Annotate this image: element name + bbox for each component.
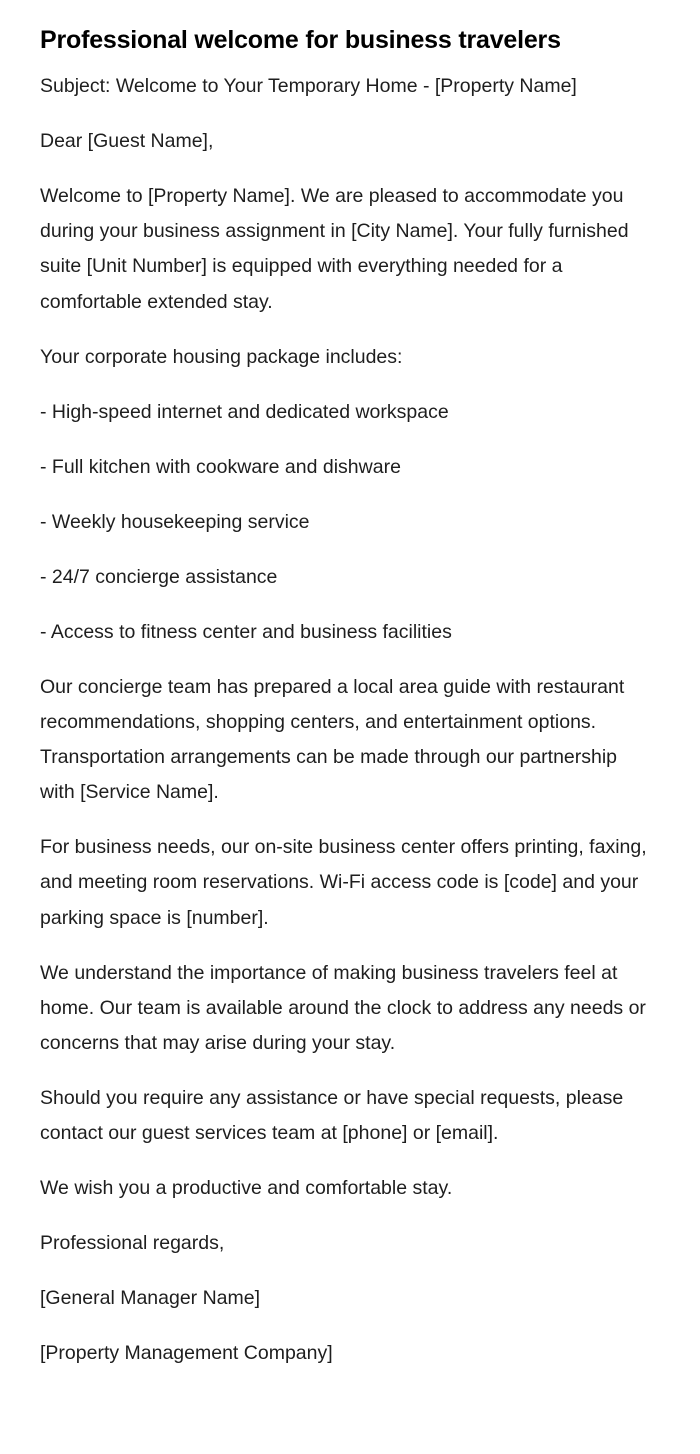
closing: Professional regards, (40, 1232, 225, 1255)
package-heading: Your corporate housing package includes: (40, 345, 403, 368)
wish-paragraph: We wish you a productive and comfortable stay. (40, 1177, 453, 1200)
package-item: - High-speed internet and dedicated workspace (40, 400, 449, 423)
signature-company: [Property Management Company] (40, 1342, 333, 1365)
concierge-paragraph: Our concierge team has prepared a local area guide with restaurant recommendations, shopping centers, and entertainment options. Transportation arrangements can be made through our partnership with [Service Name]. (40, 675, 625, 804)
signature-name: [General Manager Name] (40, 1287, 261, 1310)
understanding-paragraph: We understand the importance of making business travelers feel at home. Our team is available around the clock to address any needs or concerns that may arise during your stay. (40, 961, 646, 1055)
contact-paragraph: Should you require any assistance or have special requests, please contact our guest services team at [phone] or [email]. (40, 1087, 624, 1145)
package-item: - 24/7 concierge assistance (40, 565, 278, 588)
package-item: - Full kitchen with cookware and dishware (40, 455, 401, 478)
document-title: Professional welcome for business travelers (40, 26, 561, 54)
greeting: Dear [Guest Name], (40, 130, 214, 152)
package-item: - Weekly housekeeping service (40, 510, 310, 533)
business-needs-paragraph: For business needs, our on-site business center offers printing, faxing, and meeting room reservations. Wi-Fi access code is [code] and your parking space is [number]. (40, 836, 647, 929)
package-item: - Access to fitness center and business facilities (40, 620, 452, 643)
letter-document (40, 22, 650, 1391)
subject-line: Subject: Welcome to Your Temporary Home - [Property Name] (40, 75, 577, 97)
intro-paragraph: Welcome to [Property Name]. We are pleased to accommodate you during your business assignment in [City Name]. Your fully furnished suite [Unit Number] is equipped with everything needed for a comfortable extended stay. (40, 185, 629, 313)
